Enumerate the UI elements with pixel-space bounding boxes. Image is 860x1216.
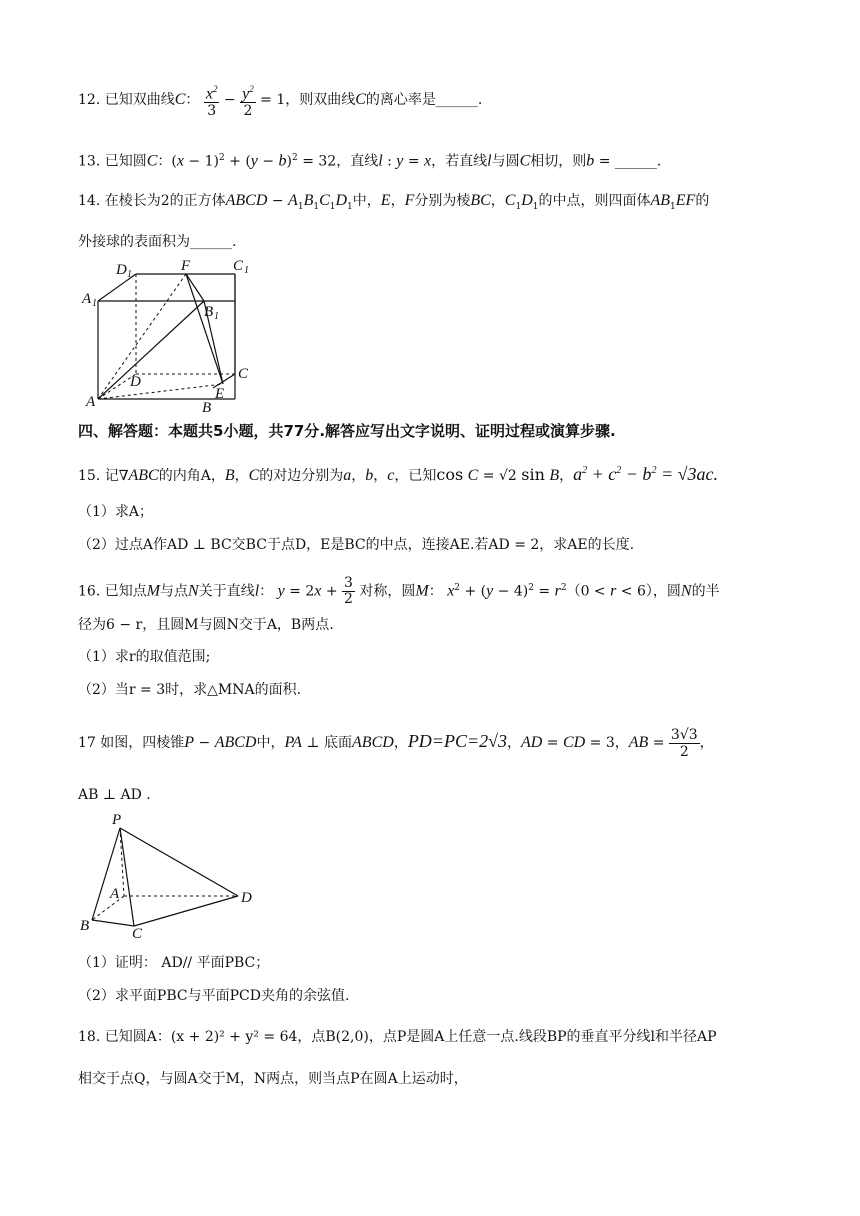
cube-label-D: D xyxy=(130,374,141,390)
problem-16-part2: （2）当r = 3时，求△MNA的面积. xyxy=(78,682,302,698)
problem-15-part1: （1）求A； xyxy=(78,504,154,520)
problem-15: 15. 记∇ABC的内角A，B，C的对边分别为a，b，c，已知cos C = √2 sin B，$a^2 + c^2 - b^2 = √3ac$. xyxy=(78,464,718,484)
problem-17-part1: （1）证明： AD// 平面PBC； xyxy=(78,955,270,971)
problem-14-line1: 14. 在棱长为2的正方体ABCD − $A_1B_1C_1D_1$中，E，F分别为棱BC，$C_1D_1$的中点，则四面体$AB_1EF$的 xyxy=(78,192,710,212)
cube-label-D1: D xyxy=(116,262,127,278)
cube-label-C: C xyxy=(238,366,249,382)
cube-label-A1: A xyxy=(82,291,92,307)
cube-label-C1: C xyxy=(233,258,244,274)
cube-figure xyxy=(70,256,270,416)
problem-17-line2: AB ⊥ AD . xyxy=(78,787,151,803)
problem-12: 12. 已知双曲线C： $\frac{x^2}{3}$ − $\frac{y^2}{2}$ = 1，则双曲线C的离心率是______. xyxy=(78,90,482,110)
pyramid-label-P: P xyxy=(112,812,122,828)
problem-16-part1: （1）求r的取值范围; xyxy=(78,649,211,665)
cube-sub-C1: 1 xyxy=(244,265,249,276)
pyramid-label-D: D xyxy=(241,890,252,906)
cube-sub-B1: 1 xyxy=(214,311,219,322)
section-header: 四、解答题：本题共5小题，共77分.解答应写出文字说明、证明过程或演算步骤. xyxy=(78,422,616,440)
problem-15-part2: （2）过点A作AD ⊥ BC交BC于点D，E是BC的中点，连接AE.若AD = 2，求AE的长度. xyxy=(78,537,635,553)
pyramid-label-C: C xyxy=(132,926,143,942)
problem-16-line2: 径为6 − r，且圆M与圆N交于A，B两点. xyxy=(78,617,334,633)
problem-17: 17 如图，四棱锥P − ABCD中，PA ⊥ 底面ABCD，PD=PC=2√3，AD = CD = 3，AB = $\frac{3√3}{2}$ ， xyxy=(78,726,714,760)
problem-18: 18. 已知圆A：(x + 2)² + y² = 64，点B(2,0)，点P是圆A上任意一点.线段BP的垂直平分线l和半径AP xyxy=(78,1029,717,1045)
pyramid-label-A: A xyxy=(110,886,120,902)
problem-13: 13. 已知圆C：$(x - 1)^2 + (y - b)^2 = 32$，直线l : y = x，若直线l与圆C相切，则b = ______. xyxy=(78,152,662,170)
problem-16: 16. 已知点M与点N关于直线l： y = 2x + $\frac{3}{2}$ 对称，圆M： $x^2 + (y - 4)^2 = r^2(0 < r < 6)$，圆N的半 xyxy=(78,575,720,608)
problem-14-line2: 外接球的表面积为______. xyxy=(78,234,237,250)
problem-18-line2: 相交于点Q，与圆A交于M，N两点，则当点P在圆A上运动时， xyxy=(78,1071,468,1087)
cube-label-B: B xyxy=(202,400,212,416)
cube-label-E: E xyxy=(215,386,225,402)
pyramid-label-B: B xyxy=(80,918,90,934)
cube-sub-D1: 1 xyxy=(127,269,132,280)
cube-label-A: A xyxy=(86,394,96,410)
cube-label-B1: B xyxy=(204,304,214,320)
pyramid-figure xyxy=(78,810,268,940)
problem-17-part2: （2）求平面PBC与平面PCD夹角的余弦值. xyxy=(78,988,350,1004)
cube-label-F: F xyxy=(181,258,191,274)
cube-sub-A1: 1 xyxy=(92,298,97,309)
